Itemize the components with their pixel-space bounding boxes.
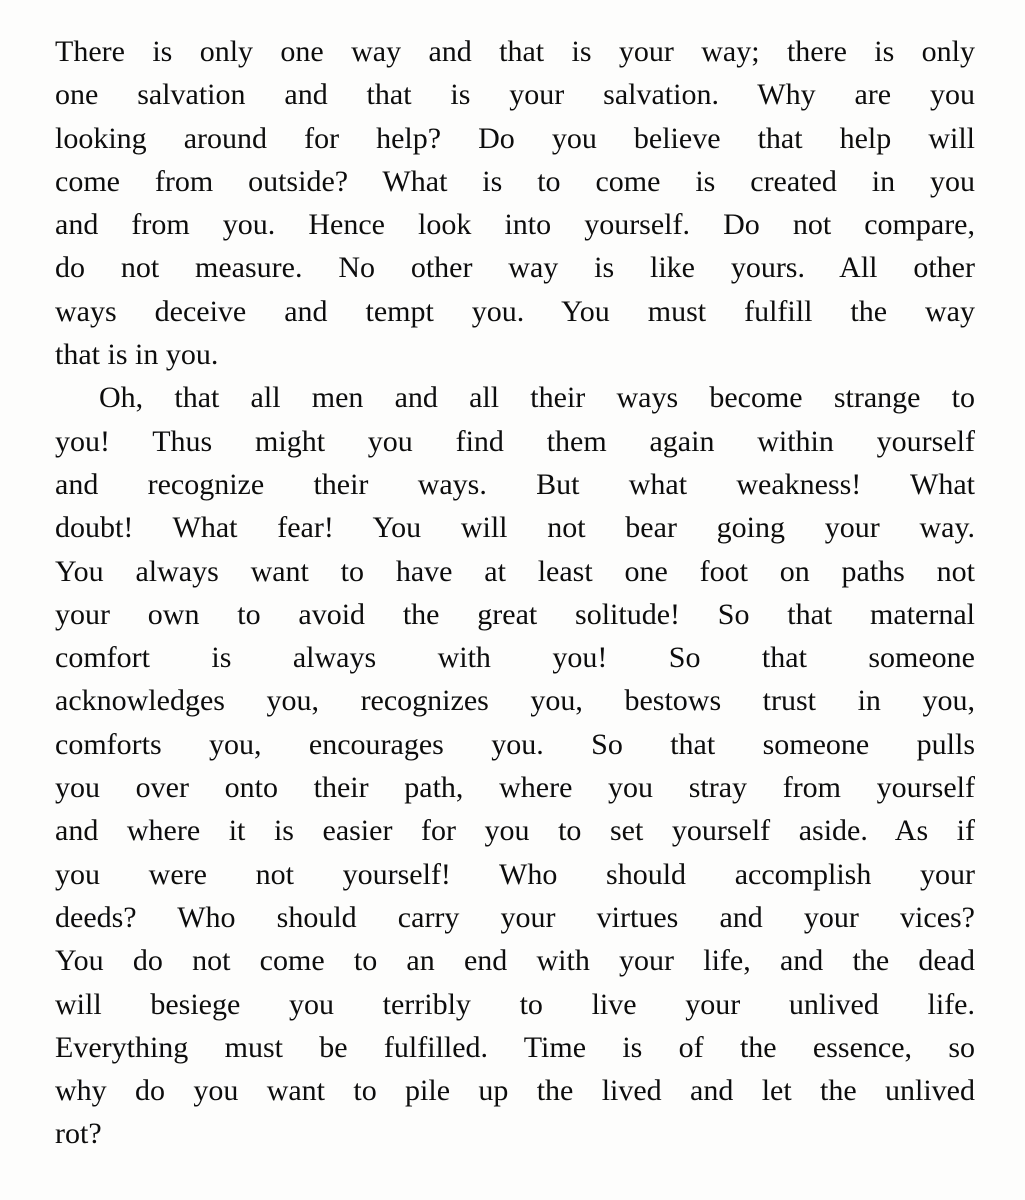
text-line: will besiege you terribly to live your unlived life. (55, 987, 975, 1021)
text-line: doubt! What fear! You will not bear going your way. (55, 511, 975, 545)
text-line: You do not come to an end with your life, and the dead (55, 944, 975, 978)
text-column (55, 30, 975, 1156)
text-line: looking around for help? Do you believe that help will (55, 121, 975, 155)
text-line: There is only one way and that is your way; there is only (55, 35, 975, 68)
paragraph (55, 30, 975, 376)
text-line: you over onto their path, where you stray from yourself (55, 771, 975, 805)
text-line: you! Thus might you find them again within yourself (55, 424, 975, 458)
text-line: why do you want to pile up the lived and let the unlived (55, 1074, 975, 1108)
text-line: come from outside? What is to come is created in you (55, 164, 975, 198)
text-line: deeds? Who should carry your virtues and your vices? (55, 900, 975, 934)
text-line: Everything must be fulfilled. Time is of the essence, so (55, 1030, 975, 1064)
text-line: comforts you, encourages you. So that someone pulls (55, 727, 975, 761)
text-line: and recognize their ways. But what weakness! What (55, 467, 975, 501)
text-line: do not measure. No other way is like yours. All other (55, 251, 975, 285)
text-line: comfort is always with you! So that someone (55, 641, 975, 675)
text-line: Oh, that all men and all their ways become strange to (99, 381, 975, 415)
text-line: and where it is easier for you to set yourself aside. As if (55, 814, 975, 848)
text-line: ways deceive and tempt you. You must fulfill the way (55, 294, 975, 328)
text-line: that is in you. (55, 338, 219, 372)
text-line: your own to avoid the great solitude! So that maternal (55, 597, 975, 631)
paragraph (55, 376, 975, 1155)
text-line: You always want to have at least one foot on paths not (55, 554, 975, 588)
text-line: acknowledges you, recognizes you, bestows trust in you, (55, 684, 975, 718)
text-line: rot? (55, 1117, 102, 1151)
text-line: and from you. Hence look into yourself. Do not compare, (55, 208, 975, 242)
text-line: you were not yourself! Who should accomplish your (55, 857, 975, 891)
text-line: one salvation and that is your salvation. Why are you (55, 78, 975, 112)
